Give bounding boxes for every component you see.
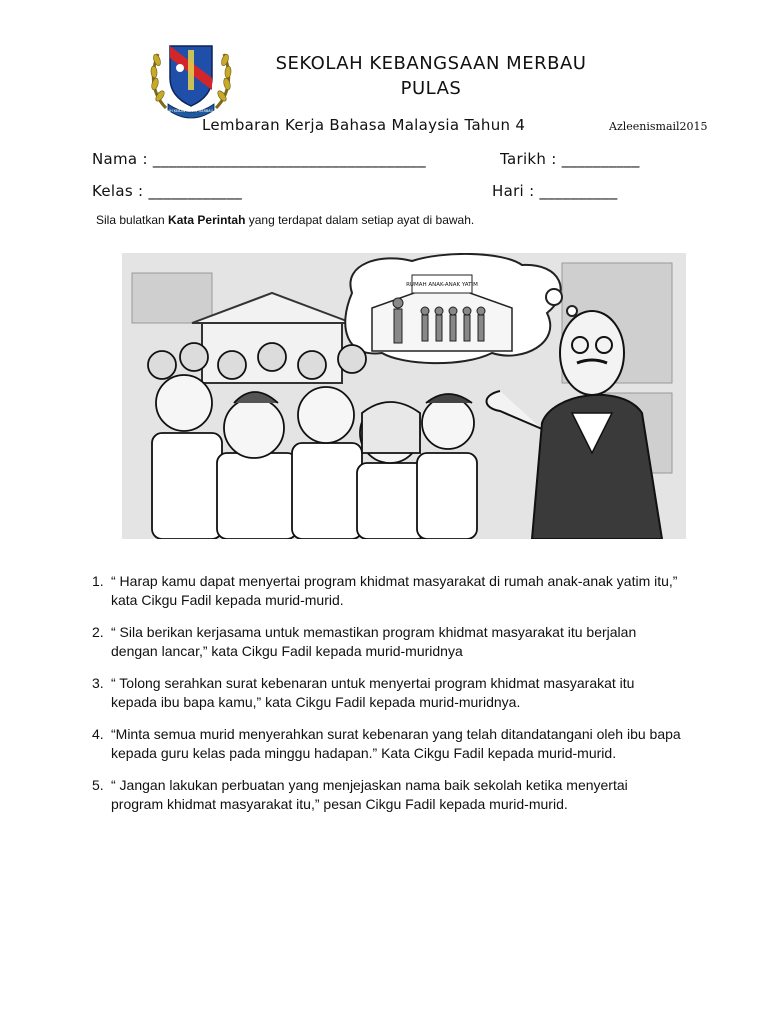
instruction-bold: Kata Perintah (168, 213, 246, 227)
instruction-before: Sila bulatkan (96, 213, 169, 227)
question-number: 4. (92, 726, 104, 742)
instruction-after: yang terdapat dalam setiap ayat di bawah. (245, 213, 475, 227)
question-text: “Minta semua murid menyerahkan surat kebenaran yang telah ditandatangani oleh ibu bapa kepada guru kelas pada minggu hadapan.” Kata Cikgu Fadil kepada murid-murid. (111, 726, 681, 761)
question-number: 1. (92, 573, 104, 589)
question-item (92, 776, 682, 814)
question-number: 3. (92, 675, 104, 691)
question-number: 5. (92, 777, 104, 793)
worksheet-title: Lembaran Kerja Bahasa Malaysia Tahun 4 (202, 116, 526, 134)
orphanage-sign-text: RUMAH ANAK-ANAK YATIM (406, 282, 478, 288)
name-field[interactable]: Nama : ___________________________________ (92, 150, 426, 168)
question-item (92, 725, 682, 763)
school-logo (148, 38, 234, 120)
question-list (92, 572, 682, 827)
school-name-line1: SEKOLAH KEBANGSAAN MERBAU (275, 53, 587, 74)
question-text: “ Jangan lakukan perbuatan yang menjejaskan nama baik sekolah ketika menyertai program khidmat masyarakat itu,” pesan Cikgu Fadil kepada murid-murid. (111, 777, 628, 812)
logo-text: SEKOLAH KEBANGSAAN MERBAU PULAS (156, 109, 226, 113)
question-text: “ Harap kamu dapat menyertai program khidmat masyarakat di rumah anak-anak yatim itu,” kata Cikgu Fadil kepada murid-murid. (111, 573, 678, 608)
question-text: “ Sila berikan kerjasama untuk memastikan program khidmat masyarakat itu berjalan dengan lancar,” kata Cikgu Fadil kepada murid-muridnya (111, 624, 637, 659)
class-field[interactable]: Kelas : ____________ (92, 182, 243, 200)
question-item (92, 572, 682, 610)
author-credit: Azleenismail2015 (609, 120, 708, 133)
question-number: 2. (92, 624, 104, 640)
question-item (92, 674, 682, 712)
question-item (92, 623, 682, 661)
school-name-line2: PULAS (400, 78, 462, 99)
question-text: “ Tolong serahkan surat kebenaran untuk menyertai program khidmat masyarakat itu kepada ibu bapa kamu,” kata Cikgu Fadil kepada murid-muridnya. (111, 675, 635, 710)
instruction-text (96, 213, 474, 227)
classroom-illustration (122, 253, 686, 539)
day-field[interactable]: Hari : __________ (492, 182, 618, 200)
date-field[interactable]: Tarikh : __________ (500, 150, 640, 168)
